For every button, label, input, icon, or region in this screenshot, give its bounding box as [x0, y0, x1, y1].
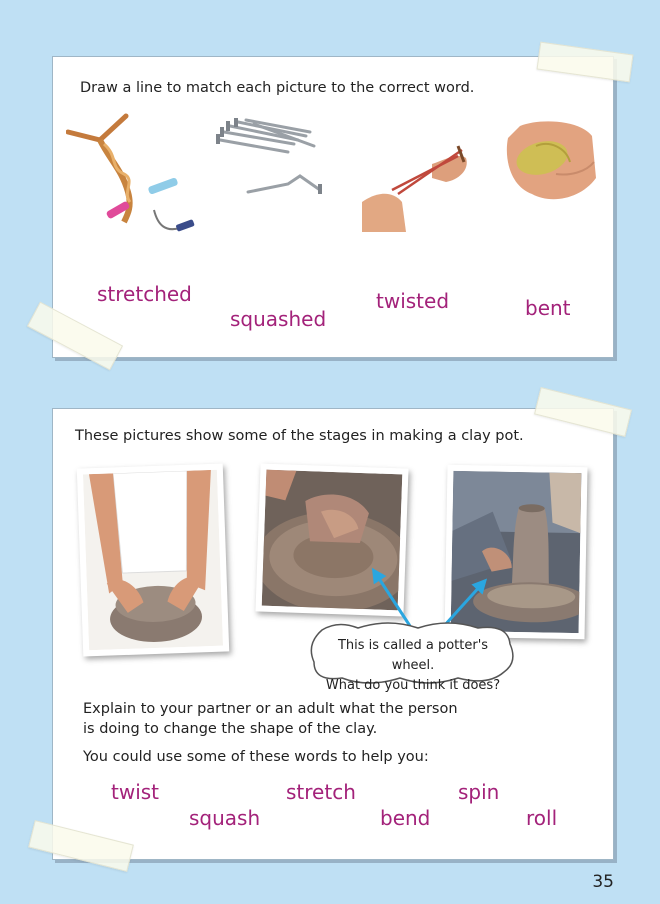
matching-instruction: Draw a line to match each picture to the correct word.: [80, 80, 475, 96]
explain-line-2: is doing to change the shape of the clay.: [83, 721, 378, 737]
word-squash: squash: [189, 806, 261, 830]
word-twist: twist: [111, 780, 160, 804]
word-twisted: twisted: [376, 289, 450, 313]
explain-line-1: Explain to your partner or an adult what the person: [83, 701, 458, 717]
word-squashed: squashed: [230, 307, 327, 331]
help-text: You could use some of these words to help you:: [83, 749, 429, 765]
arrow-pointers: [360, 560, 490, 630]
page-number: 35: [592, 872, 614, 892]
word-stretched: stretched: [97, 282, 192, 306]
word-bent: bent: [525, 296, 571, 320]
squashed-ball-icon: [500, 118, 596, 208]
twisted-wire-icon: [66, 110, 196, 240]
nails-icon: [210, 118, 330, 208]
bubble-line-2: What do you think it does?: [325, 678, 501, 693]
catapult-stretch-icon: [362, 142, 474, 232]
word-roll: roll: [526, 806, 558, 830]
word-bend: bend: [380, 806, 431, 830]
photo-kneading-clay: [77, 464, 229, 657]
word-stretch: stretch: [286, 780, 356, 804]
bubble-line-1: This is called a potter's wheel.: [337, 638, 489, 673]
word-spin: spin: [458, 780, 500, 804]
speech-bubble-text: [320, 636, 506, 696]
clay-pot-intro: These pictures show some of the stages in making a clay pot.: [75, 428, 524, 444]
